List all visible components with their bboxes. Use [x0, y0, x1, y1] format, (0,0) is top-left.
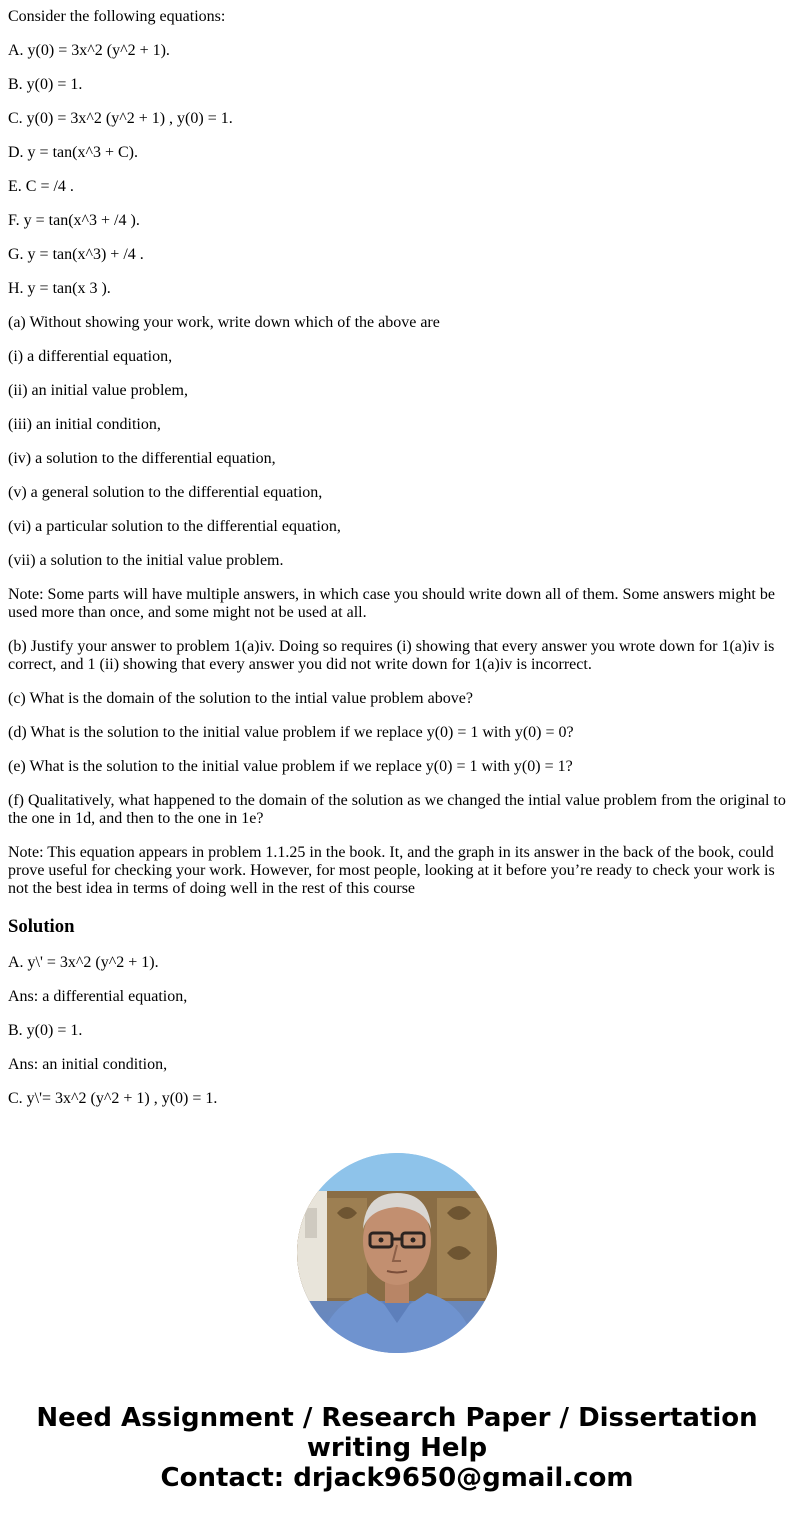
equation-a: A. y(0) = 3x^2 (y^2 + 1). — [8, 42, 170, 59]
part-b: (b) Justify your answer to problem 1(a)iv. Doing so requires (i) showing that every answer you wrote down for 1(a)iv is correct, and 1 (ii) showing that every answer you did not write down for 1(a)iv is incorrect. — [8, 638, 775, 673]
equation-c: C. y(0) = 3x^2 (y^2 + 1) , y(0) = 1. — [8, 110, 233, 127]
equation-h: H. y = tan(x 3 ). — [8, 280, 111, 297]
solution-line: Ans: a differential equation, — [8, 988, 188, 1005]
tutor-portrait-icon — [297, 1153, 497, 1353]
promo-line: Need Assignment / Research Paper / Dissertation — [36, 1403, 758, 1433]
intro-text: Consider the following equations: — [8, 8, 226, 25]
part-a-item: (i) a differential equation, — [8, 348, 173, 365]
equation-g: G. y = tan(x^3) + /4 . — [8, 246, 144, 263]
equation-f: F. y = tan(x^3 + /4 ). — [8, 212, 140, 229]
equation-b: B. y(0) = 1. — [8, 76, 83, 93]
solution-line: Ans: an initial condition, — [8, 1056, 168, 1073]
note-book-reference: Note: This equation appears in problem 1.1.25 in the book. It, and the graph in its answer in the back of the book, could prove useful for checking your work. However, for most people, looking at it before you’re ready to check your work is not the best idea in terms of doing well in the rest of this course — [8, 844, 775, 897]
part-a-item: (vii) a solution to the initial value problem. — [8, 552, 284, 569]
promo-contact: Contact: drjack9650@gmail.com — [160, 1463, 634, 1493]
part-a-item: (v) a general solution to the differential equation, — [8, 484, 323, 501]
part-a-item: (ii) an initial value problem, — [8, 382, 188, 399]
promo-line: writing Help — [306, 1433, 488, 1463]
solution-line: A. y\' = 3x^2 (y^2 + 1). — [8, 954, 159, 971]
document-body — [8, 0, 788, 1124]
tutor-avatar — [297, 1153, 497, 1353]
part-c: (c) What is the domain of the solution to the intial value problem above? — [8, 690, 473, 707]
part-f: (f) Qualitatively, what happened to the domain of the solution as we changed the intial value problem from the original to the one in 1d, and then to the one in 1e? — [8, 792, 786, 827]
part-a-item: (vi) a particular solution to the differential equation, — [8, 518, 341, 535]
part-a-item: (iv) a solution to the differential equation, — [8, 450, 276, 467]
part-d: (d) What is the solution to the initial value problem if we replace y(0) = 1 with y(0) = 0? — [8, 724, 574, 741]
part-e: (e) What is the solution to the initial value problem if we replace y(0) = 1 with y(0) = 1? — [8, 758, 573, 775]
equation-d: D. y = tan(x^3 + C). — [8, 144, 138, 161]
solution-line: C. y\'= 3x^2 (y^2 + 1) , y(0) = 1. — [8, 1090, 218, 1107]
part-a-item: (iii) an initial condition, — [8, 416, 161, 433]
solution-heading: Solution — [8, 916, 75, 937]
solution-line: B. y(0) = 1. — [8, 1022, 83, 1039]
equation-e: E. C = /4 . — [8, 178, 74, 195]
part-a-prompt: (a) Without showing your work, write down which of the above are — [8, 314, 440, 331]
promo-banner — [0, 1403, 794, 1493]
note-multiple-answers: Note: Some parts will have multiple answers, in which case you should write down all of them. Some answers might be used more than once, and some might not be used at all. — [8, 586, 775, 621]
